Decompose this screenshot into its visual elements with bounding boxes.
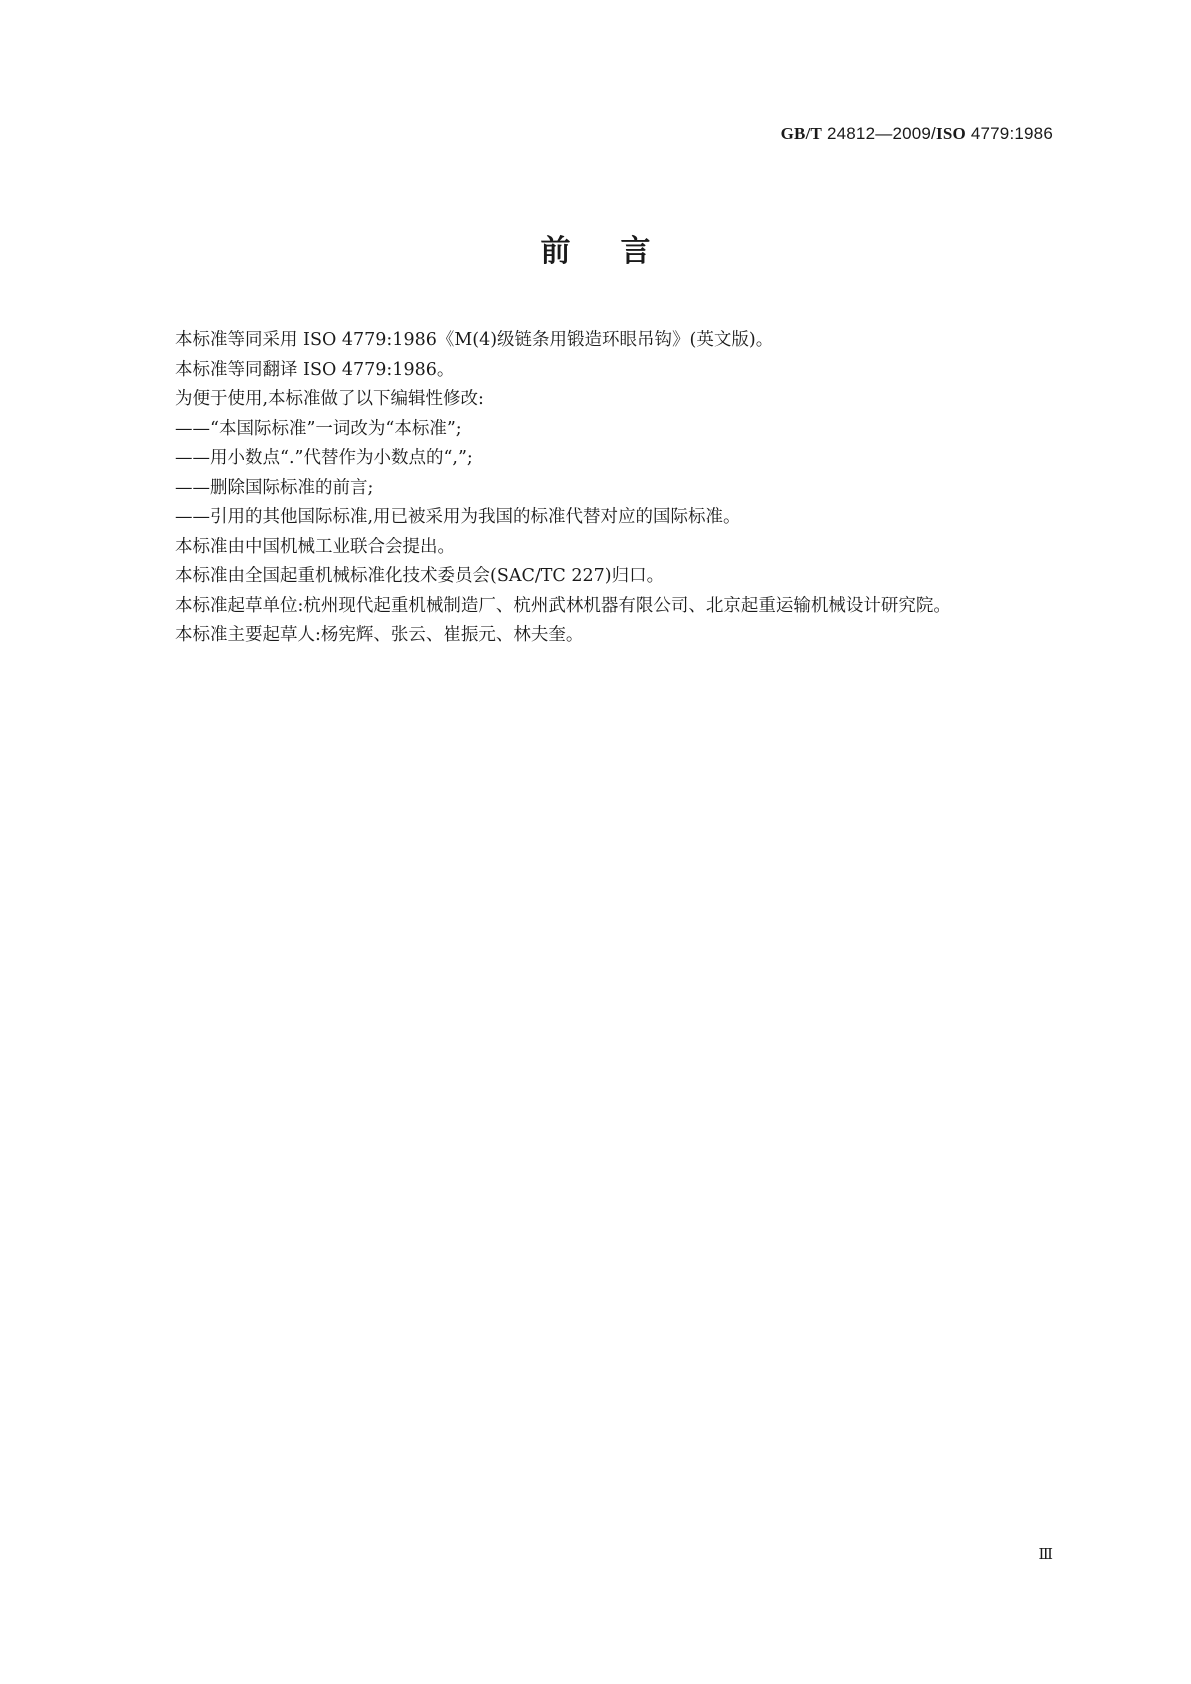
iso-prefix: ISO xyxy=(936,124,966,143)
page-title: 前言 xyxy=(540,234,701,269)
paragraph-committee: 本标准由全国起重机械标准化技术委员会(SAC/TC 227)归口。 xyxy=(175,566,665,586)
paragraph-drafting-units: 本标准起草单位:杭州现代起重机械制造厂、杭州武林机器有限公司、北京起重运输机械设计研究院。 xyxy=(175,595,951,616)
gb-number: 24812—2009/ xyxy=(822,124,936,143)
standard-code-header xyxy=(781,124,1053,144)
paragraph-drafters: 本标准主要起草人:杨宪辉、张云、崔振元、林夫奎。 xyxy=(175,625,584,645)
page-number: Ⅲ xyxy=(1038,1545,1053,1563)
paragraph-proposer: 本标准由中国机械工业联合会提出。 xyxy=(175,536,455,557)
list-item-edit-2: ——用小数点“.”代替作为小数点的“,”; xyxy=(175,448,473,468)
gb-prefix: GB/T xyxy=(780,124,823,143)
iso-number: 4779:1986 xyxy=(965,124,1053,143)
paragraph-edits-intro: 为便于使用,本标准做了以下编辑性修改: xyxy=(175,389,484,409)
paragraph-adoption: 本标准等同采用 ISO 4779:1986《M(4)级链条用锻造环眼吊钩》(英文版)。 xyxy=(175,330,774,350)
list-item-edit-1: ——“本国际标准”一词改为“本标准”; xyxy=(175,418,462,439)
list-item-edit-4: ——引用的其他国际标准,用已被采用为我国的标准代替对应的国际标准。 xyxy=(175,507,741,527)
paragraph-translation: 本标准等同翻译 ISO 4779:1986。 xyxy=(175,359,455,380)
list-item-edit-3: ——删除国际标准的前言; xyxy=(175,477,374,498)
foreword-body xyxy=(140,326,1060,651)
